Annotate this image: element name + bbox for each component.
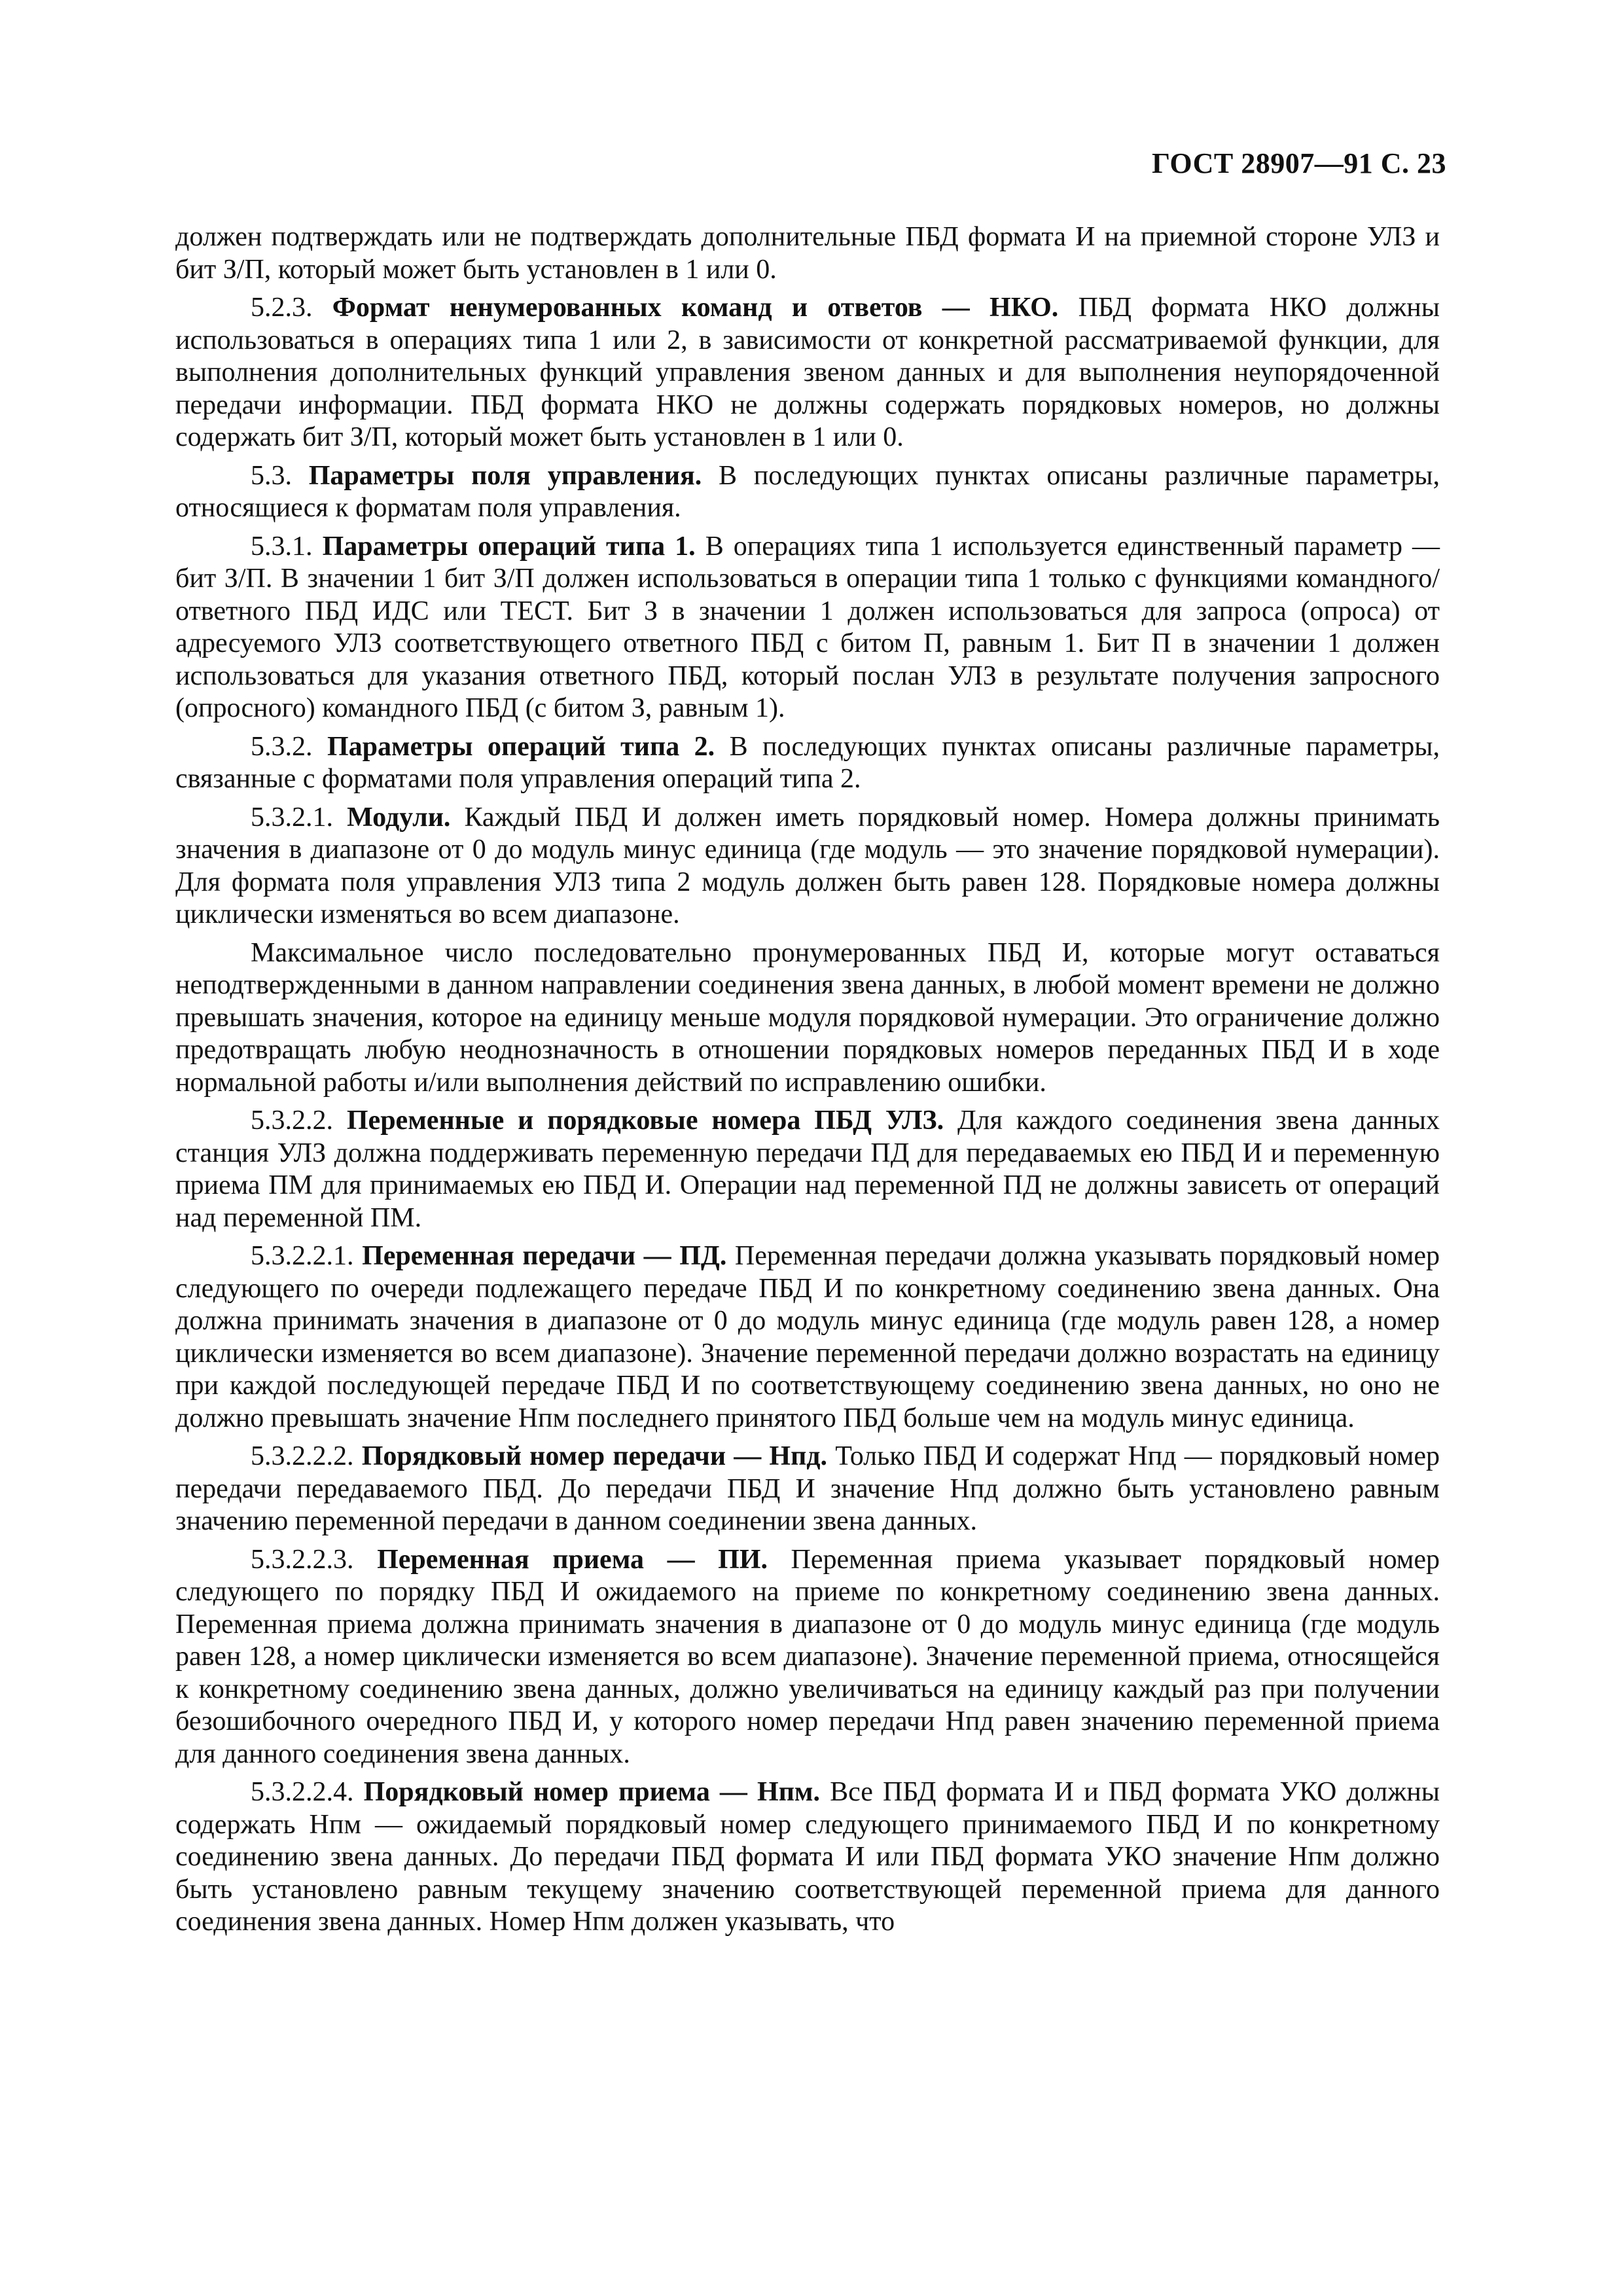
paragraph-5-3-2-2-1 [175,1240,1440,1435]
section-number: 5.3.2.1. [251,802,333,833]
paragraph-text: В последующих пунктах описаны различные параметры, связанные с форматами поля управления операций типа 2. [175,731,1440,794]
paragraph-text: В операциях типа 1 используется единственный параметр — бит З/П. В значении 1 бит З/П должен использоваться в операции типа 1 только с функциями командного/ответного ПБД ИДС или ТЕСТ. Бит З в значении 1 должен использоваться для запроса (опроса) от адресуемого УЛЗ соответствующего ответного ПБД с битом П, равным 1. Бит П в значении 1 должен использоваться для указания ответного ПБД, который послан УЛЗ в результате получения запросного (опросного) командного ПБД (с битом З, равным 1). [175,531,1440,723]
section-title: Параметры операций типа 1. [322,531,696,562]
paragraph-5-3-2-2-2 [175,1441,1440,1538]
paragraph-text: В последующих пунктах описаны различные параметры, относящиеся к форматам поля управления. [175,460,1440,523]
paragraph-5-3-2-2 [175,1105,1440,1234]
paragraph-text: ПБД формата НКО должны использоваться в операциях типа 1 или 2, в зависимости от конкретной рассматриваемой функции, для выполнения дополнительных функций управления звеном данных и для выполнения неупорядоченной передачи информации. ПБД формата НКО не должны содержать порядковых номеров, но должны содержать бит З/П, который может быть установлен в 1 или 0. [175,293,1440,452]
paragraph-max-unconfirmed [175,937,1440,1100]
paragraph-text: Все ПБД формата И и ПБД формата УКО должны содержать Нпм — ожидаемый порядковый номер следующего принимаемого ПБД И по конкретному соединению звена данных. До передачи ПБД формата И или ПБД формата УКО значение Нпм должно быть установлено равным текущему значению соответствующей переменной приема для данного соединения звена данных. Номер Нпм должен указывать, что [175,1777,1440,1937]
paragraph-5-3 [175,460,1440,525]
paragraph-5-3-2-1 [175,802,1440,931]
section-number: 5.3.2.2.4. [251,1777,354,1807]
section-title: Формат ненумерованных команд и ответов — НКО. [332,293,1059,323]
section-title: Порядковый номер приема — Нпм. [363,1777,821,1807]
section-title: Переменная приема — ПИ. [377,1544,768,1575]
section-number: 5.3. [251,460,292,491]
section-title: Параметры операций типа 2. [327,731,715,762]
section-number: 5.3.2.2.3. [251,1544,354,1575]
section-title: Переменные и порядковые номера ПБД УЛЗ. [346,1105,944,1136]
paragraph-text: должен подтверждать или не подтверждать дополнительные ПБД формата И на приемной стороне УЛЗ и бит З/П, который может быть установлен в 1 или 0. [175,222,1440,285]
paragraph-5-2-3 [175,292,1440,454]
paragraph-5-3-2-2-4 [175,1776,1440,1939]
paragraph-text: Переменная передачи должна указывать порядковый номер следующего по очереди подлежащего передаче ПБД И по конкретному соединению звена данных. Она должна принимать значения в диапазоне от 0 до модуль минус единица (где модуль равен 128, а номер циклически изменяется во всем диапазоне). Значение переменной передачи должно возрастать на единицу при каждой последующей передаче ПБД И по соответствующему соединению звена данных, но оно не должно превышать значение Нпм последнего принятого ПБД больше чем на модуль минус единица. [175,1241,1440,1433]
paragraph-0 [175,221,1440,286]
section-number: 5.3.2.2.1. [251,1241,354,1271]
section-title: Параметры поля управления. [308,460,702,491]
paragraph-5-3-2 [175,731,1440,796]
paragraph-5-3-2-2-3 [175,1544,1440,1771]
section-number: 5.3.1. [251,531,313,562]
section-number: 5.3.2.2.2. [251,1441,354,1471]
paragraph-text: Переменная приема указывает порядковый номер следующего по порядку ПБД И ожидаемого на приеме по конкретному соединению звена данных. Переменная приема должна принимать значения в диапазоне от 0 до модуль минус единица (где модуль равен 128, а номер циклически изменяется во всем диапазоне). Значение переменной приема, относящейся к конкретному соединению звена данных, должно увеличиваться на единицу каждый раз при получении безошибочного очередного ПБД И, у которого номер передачи Нпд равен значению переменной приема для данного соединения звена данных. [175,1544,1440,1769]
paragraph-text: Каждый ПБД И должен иметь порядковый номер. Номера должны принимать значения в диапазоне от 0 до модуль минус единица (где модуль — это значение порядковой нумерации). Для формата поля управления УЛЗ типа 2 модуль должен быть равен 128. Порядковые номера должны циклически изменяться во всем диапазоне. [175,802,1440,929]
paragraph-text: Максимальное число последовательно пронумерованных ПБД И, которые могут оставаться неподтвержденными в данном направлении соединения звена данных, в любой момент времени не должно превышать значения, которое на единицу меньше модуля порядковой нумерации. Это ограничение должно предотвращать любую неоднозначность в отношении порядковых номеров переданных ПБД И в ходе нормальной работы и/или выполнения действий по исправлению ошибки. [175,937,1440,1098]
section-number: 5.2.3. [251,293,313,323]
section-title: Порядковый номер передачи — Нпд. [361,1441,828,1471]
paragraph-text: Для каждого соединения звена данных станция УЛЗ должна поддерживать переменную передачи ПД для передаваемых ею ПБД И и переменную приема ПМ для принимаемых ею ПБД И. Операции над переменной ПД не должны зависеть от операций над переменной ПМ. [175,1105,1440,1233]
section-number: 5.3.2.2. [251,1105,333,1136]
section-title: Переменная передачи — ПД. [362,1241,727,1271]
body-text [175,221,1440,1945]
paragraph-5-3-1 [175,531,1440,725]
section-title: Модули. [347,802,451,833]
paragraph-text: Только ПБД И содержат Нпд — порядковый номер передачи передаваемого ПБД. До передачи ПБД И значение Нпд должно быть установлено равным значению переменной передачи в данном соединении звена данных. [175,1441,1440,1536]
page-header: ГОСТ 28907—91 С. 23 [1151,147,1446,179]
section-number: 5.3.2. [251,731,313,762]
